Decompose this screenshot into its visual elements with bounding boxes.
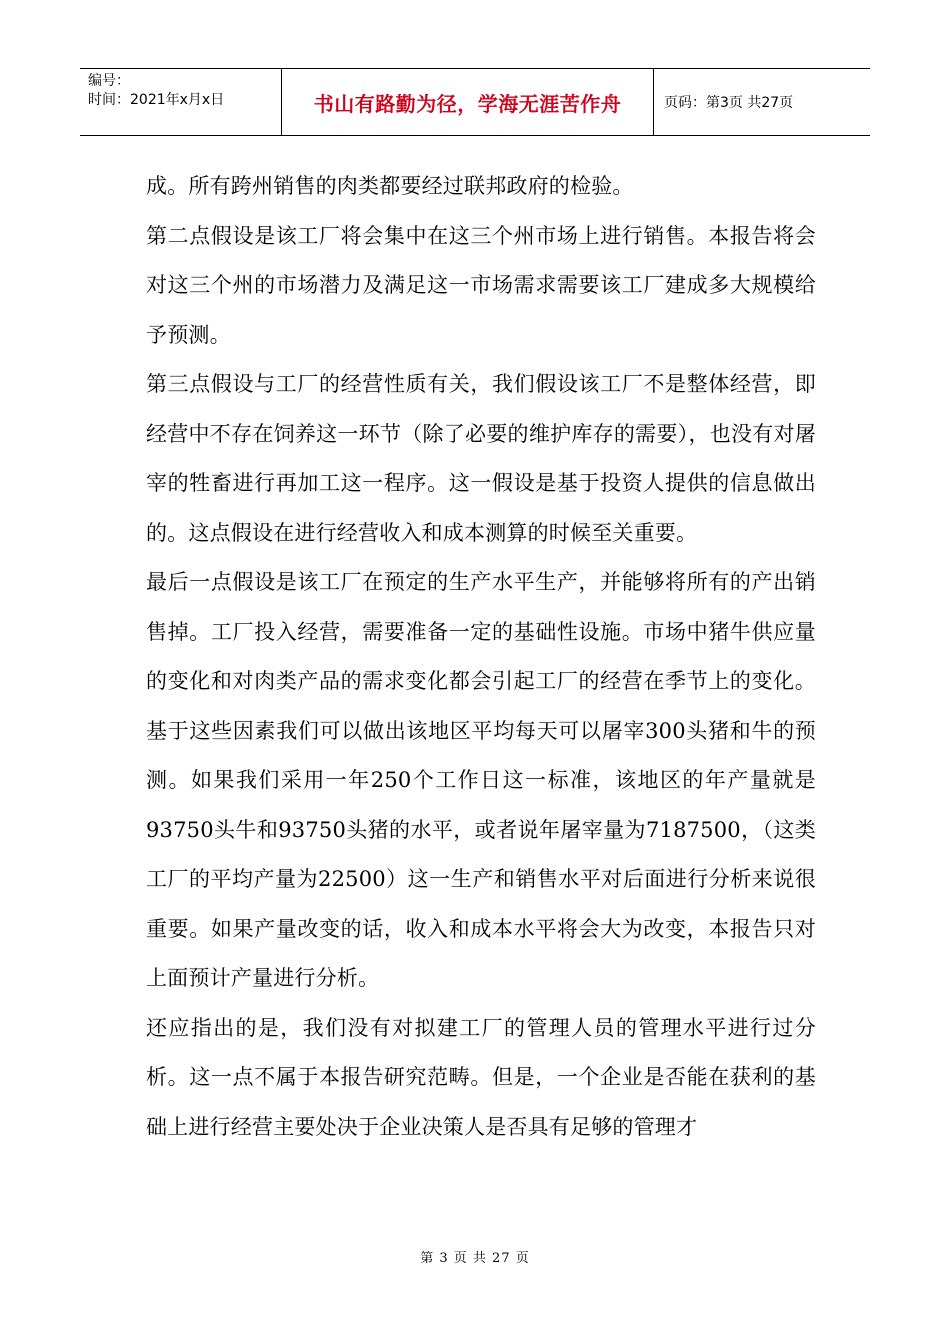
paragraph: 最后一点假设是该工厂在预定的生产水平生产，并能够将所有的产出销售掉。工厂投入经营，需要准备一定的基础性设施。市场中猪牛供应量的变化和对肉类产品的需求变化都会引起工厂的经营在季节上的变化。基于这些因素我们可以做出该地区平均每天可以屠宰300头猪和牛的预测。如果我们采用一年250个工作日这一标准，该地区的年产量就是93750头牛和93750头猪的水平，或者说年屠宰量为7187500，（这类工厂的平均产量为22500）这一生产和销售水平对后面进行分析来说很重要。如果产量改变的话，收入和成本水平将会大为改变，本报告只对上面预计产量进行分析。 xyxy=(146,570,816,990)
paragraph: 成。所有跨州销售的肉类都要经过联邦政府的检验。 xyxy=(146,174,634,198)
paragraph: 还应指出的是，我们没有对拟建工厂的管理人员的管理水平进行过分析。这一点不属于本报告研究范畴。但是，一个企业是否能在获利的基础上进行经营主要处决于企业决策人是否具有足够的管理才 xyxy=(146,1015,816,1139)
page-code: 页码：第3页 共27页 xyxy=(664,95,794,111)
header-motto-cell xyxy=(282,69,654,135)
serial-label: 编号： xyxy=(88,73,130,89)
footer-page-number: 第 3 页 共 27 页 xyxy=(420,1251,530,1266)
page-footer xyxy=(0,1247,950,1266)
motto-text: 书山有路勤为径，学海无涯苦作舟 xyxy=(313,91,622,116)
date-label: 时间：2021年x月x日 xyxy=(88,92,225,108)
paragraph: 第三点假设与工厂的经营性质有关，我们假设该工厂不是整体经营，即经营中不存在饲养这一环节（除了必要的维护库存的需要），也没有对屠宰的牲畜进行再加工这一程序。这一假设是基于投资人提供的信息做出的。这点假设在进行经营收入和成本测算的时候至关重要。 xyxy=(146,372,816,545)
header-page-cell xyxy=(654,69,870,135)
paragraph: 第二点假设是该工厂将会集中在这三个州市场上进行销售。本报告将会对这三个州的市场潜力及满足这一市场需求需要该工厂建成多大规模给予预测。 xyxy=(146,223,816,347)
header-table xyxy=(80,68,870,136)
header-meta-cell xyxy=(80,69,282,135)
document-body xyxy=(146,162,816,1152)
